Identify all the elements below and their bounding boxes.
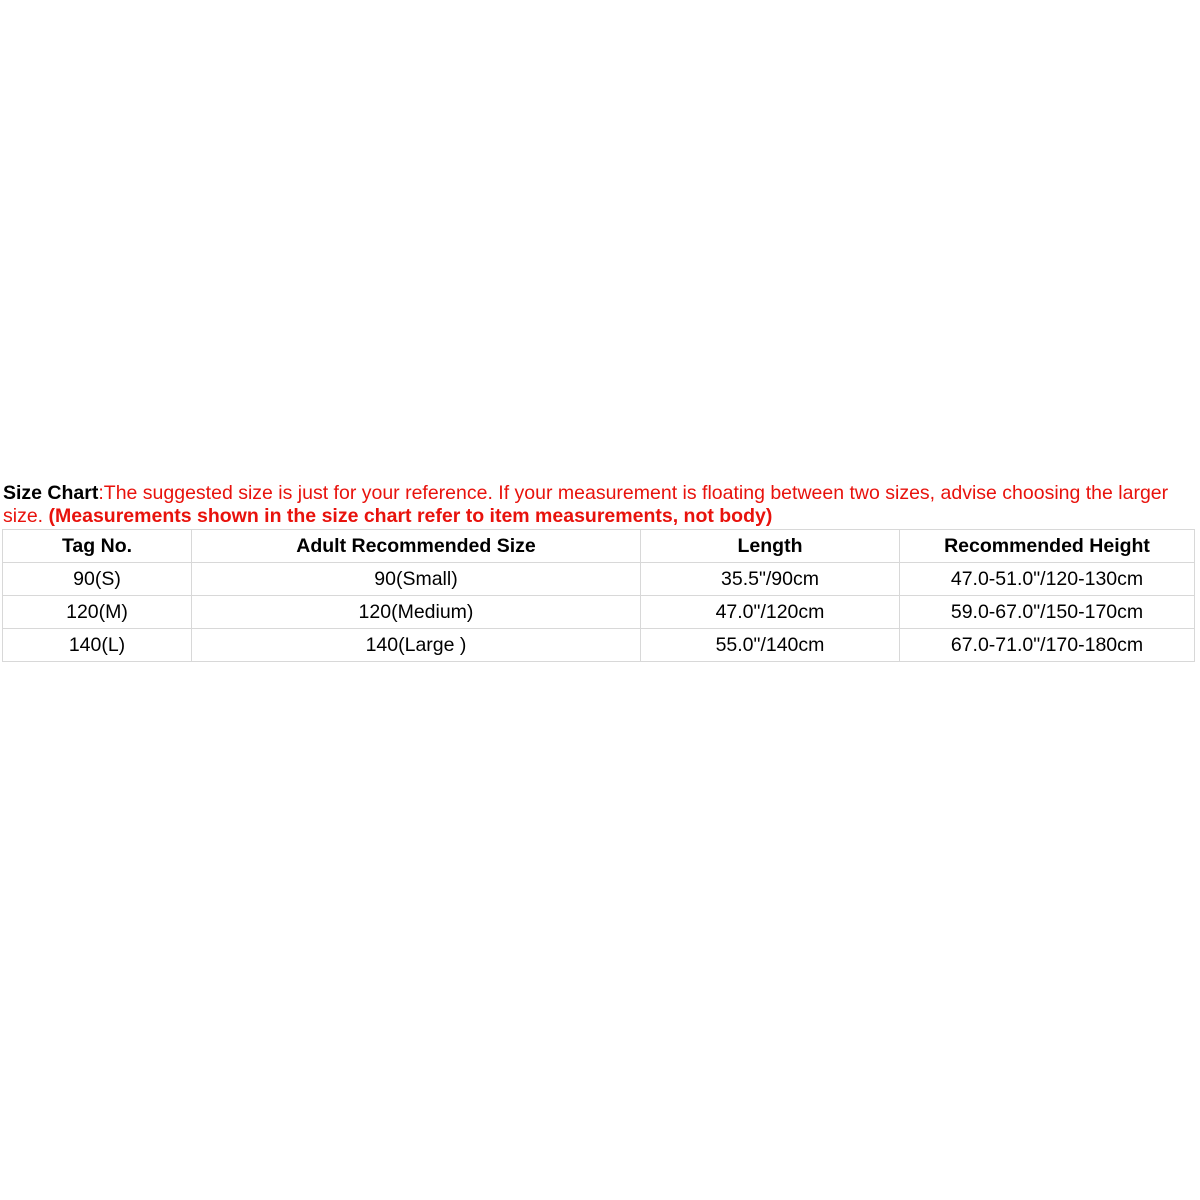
- cell-height: 67.0-71.0"/170-180cm: [900, 629, 1195, 662]
- header-length: Length: [641, 530, 900, 563]
- table-row: [3, 563, 1195, 596]
- cell-tag-no: 140(L): [3, 629, 192, 662]
- cell-length: 47.0"/120cm: [641, 596, 900, 629]
- table-header-row: [3, 530, 1195, 563]
- header-recommended-height: Recommended Height: [900, 530, 1195, 563]
- measurement-disclaimer: (Measurements shown in the size chart refer to item measurements, not body): [48, 505, 773, 527]
- cell-height: 47.0-51.0"/120-130cm: [900, 563, 1195, 596]
- cell-tag-no: 90(S): [3, 563, 192, 596]
- table-row: [3, 596, 1195, 629]
- cell-length: 55.0"/140cm: [641, 629, 900, 662]
- cell-tag-no: 120(M): [3, 596, 192, 629]
- size-chart-intro: [3, 482, 1193, 528]
- size-table: [2, 529, 1195, 662]
- cell-adult-size: 120(Medium): [192, 596, 641, 629]
- table-row: [3, 629, 1195, 662]
- cell-height: 59.0-67.0"/150-170cm: [900, 596, 1195, 629]
- header-adult-recommended-size: Adult Recommended Size: [192, 530, 641, 563]
- cell-adult-size: 90(Small): [192, 563, 641, 596]
- cell-length: 35.5"/90cm: [641, 563, 900, 596]
- size-chart-label: Size Chart: [3, 482, 99, 504]
- cell-adult-size: 140(Large ): [192, 629, 641, 662]
- size-advice-note: :The suggested size is just for your reference. If your measurement is floating between two sizes, advise choosing the larger size.: [3, 482, 1169, 527]
- header-tag-no: Tag No.: [3, 530, 192, 563]
